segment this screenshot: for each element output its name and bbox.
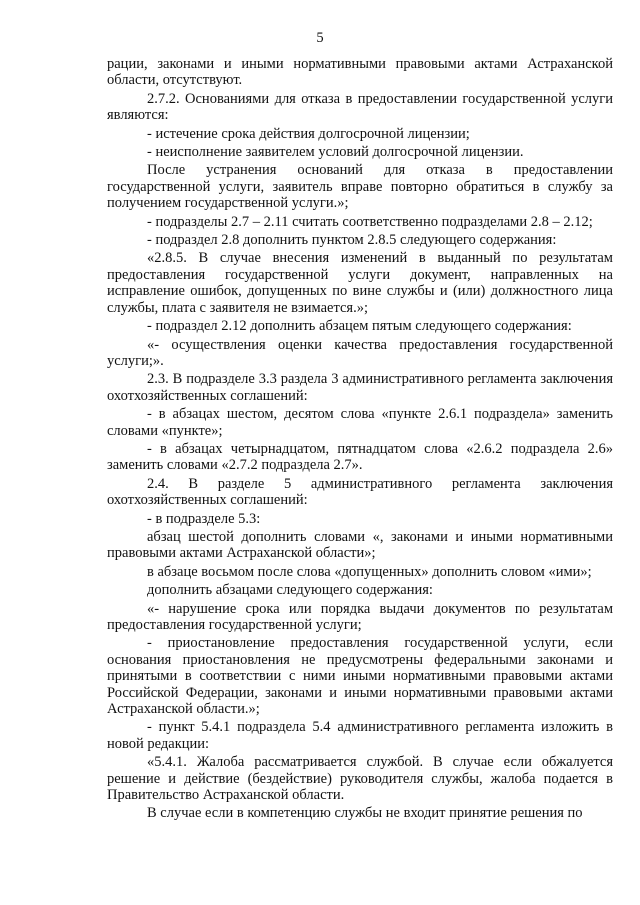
paragraph: «- осуществления оценки качества предоставления государственной услуги;». [107,336,613,369]
paragraph: В случае если в компетенцию службы не входит принятие решения по [147,805,583,822]
paragraph: - в абзацах четырнадцатом, пятнадцатом слова «2.6.2 подраздела 2.6» заменить словами «2.7.2 подраздела 2.7». [107,440,613,474]
paragraph: «2.8.5. В случае внесения изменений в выданный по результатам предоставления государственной услуги документ, направленных на исправление ошибок, допущенных по вине службы и (или) должностного лица службы, плата с заявителя не взимается.»; [107,250,613,316]
paragraph: - подраздел 2.12 дополнить абзацем пятым следующего содержания: [147,318,572,335]
paragraph: 2.7.2. Основаниями для отказа в предоставлении государственной услуги являются: [107,90,613,124]
paragraph: - неисполнение заявителем условий долгосрочной лицензии. [147,144,524,161]
paragraph: - пункт 5.4.1 подраздела 5.4 административного регламента изложить в новой редакции: [107,719,613,752]
paragraph: - приостановление предоставления государственной услуги, если основания приостановления не предусмотрены федеральными законами и принятыми в соответствии с ними иными нормативными правовыми актами Российской Федерации, законами и иными нормативными правовыми актами Астраханской области.»; [107,635,613,718]
paragraph: - подраздел 2.8 дополнить пунктом 2.8.5 следующего содержания: [147,232,557,249]
paragraph: абзац шестой дополнить словами «, законами и иными нормативными правовыми актами Астраханской области»; [107,528,613,562]
paragraph: 2.3. В подразделе 3.3 раздела 3 административного регламента заключения охотхозяйственных соглашений: [107,371,613,404]
paragraph: После устранения оснований для отказа в предоставлении государственной услуги, заявитель вправе повторно обратиться в службу за получением государственной услуги.»; [107,162,613,212]
paragraph: 2.4. В разделе 5 административного регламента заключения охотхозяйственных соглашений: [107,475,613,509]
body-text [107,56,613,822]
paragraph: «5.4.1. Жалоба рассматривается службой. В случае если обжалуется решение и действие (бездействие) руководителя службы, жалоба подается в Правительство Астраханской области. [107,754,613,804]
paragraph: дополнить абзацами следующего содержания: [147,582,433,599]
paragraph: в абзаце восьмом после слова «допущенных» дополнить словом «ими»; [147,563,592,580]
paragraph: - в подразделе 5.3: [147,510,261,527]
paragraph: - в абзацах шестом, десятом слова «пункте 2.6.1 подраздела» заменить словами «пункте»; [107,406,613,439]
page-number: 5 [316,30,324,46]
paragraph: - подразделы 2.7 – 2.11 считать соответственно подразделами 2.8 – 2.12; [147,213,593,230]
paragraph: «- нарушение срока или порядка выдачи документов по результатам предоставления государственной услуги; [107,600,613,633]
paragraph: - истечение срока действия долгосрочной лицензии; [147,125,470,142]
paragraph: рации, законами и иными нормативными правовыми актами Астраханской области, отсутствуют. [107,56,613,89]
